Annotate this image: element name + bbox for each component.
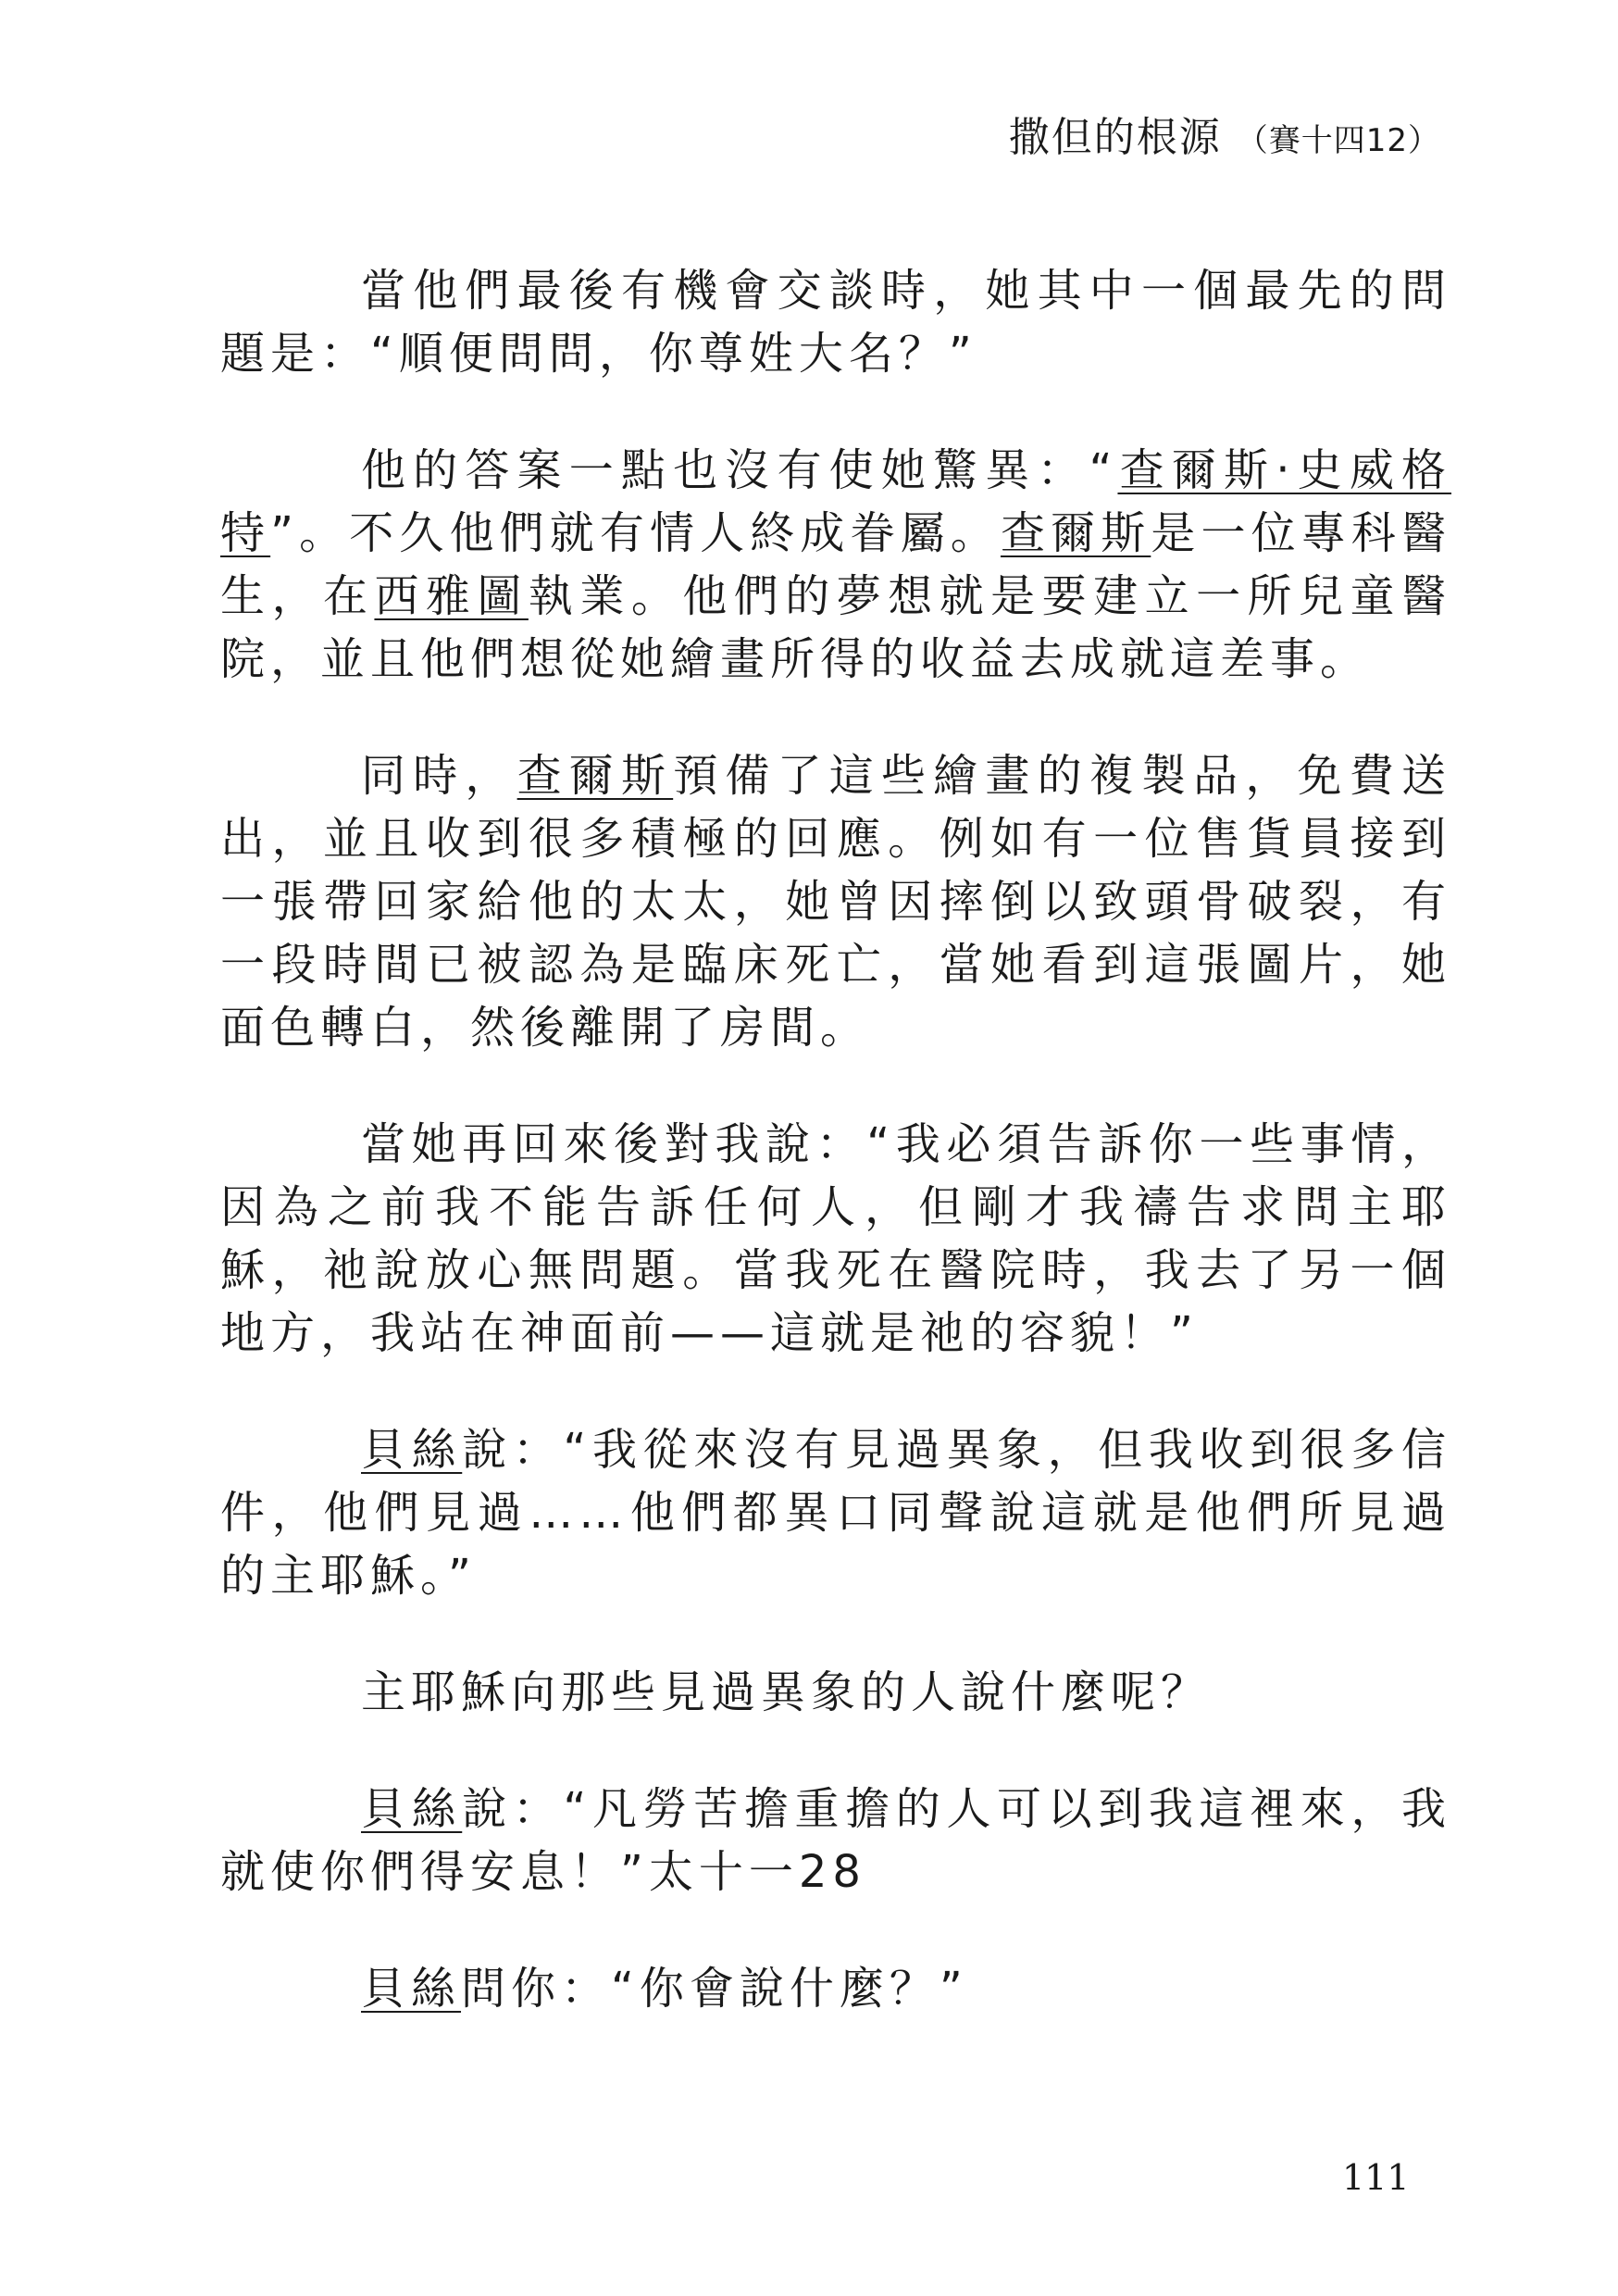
paragraph	[220, 439, 1451, 691]
paragraph	[220, 1778, 1451, 1903]
header-title: 撒但的根源	[1008, 114, 1222, 161]
header-reference: （賽十四12）	[1236, 122, 1440, 159]
paragraph	[220, 744, 1451, 1059]
text-segment: 當她再回來後對我說：“我必須告訴你一些事情，因為之前我不能告訴任何人，但剛才我禱告求問主耶穌，祂說放心無問題。當我死在醫院時，我去了另一個地方，我站在神面前——這就是祂的容貌！”	[220, 1118, 1451, 1359]
running-header	[1009, 104, 1440, 163]
paragraph	[220, 1661, 1451, 1724]
place-name: 西雅圖	[374, 570, 529, 622]
proper-name: 查爾斯‧史威格特	[220, 444, 1451, 559]
proper-name: 貝絲	[361, 1424, 463, 1476]
paragraph	[220, 1418, 1451, 1607]
text-segment: 同時，	[361, 750, 517, 802]
text-segment: 主耶穌向那些見過異象的人說什麼呢？	[361, 1666, 1212, 1718]
text-segment: 是一位專科醫生，在	[220, 507, 1451, 622]
paragraph	[220, 259, 1451, 385]
paragraph	[220, 1113, 1451, 1365]
text-segment: 說：“我從來沒有見過異象，但我收到很多信件，他們見過……他們都異口同聲說這就是他們所見過的主耶穌。”	[220, 1424, 1451, 1602]
body-text	[220, 259, 1451, 2074]
page-number: 111	[1342, 2157, 1410, 2198]
text-segment: 他的答案一點也沒有使她驚異：“	[361, 444, 1118, 496]
proper-name: 貝絲	[361, 1783, 463, 1835]
proper-name: 查爾斯	[1000, 507, 1151, 559]
text-segment: 問你：“你會說什麼？”	[461, 1963, 968, 2015]
text-segment: 預備了這些繪畫的複製品，免費送出，並且收到很多積極的回應。例如有一位售貨員接到一張帶回家給他的太太，她曾因摔倒以致頭骨破裂，有一段時間已被認為是臨床死亡，當她看到這張圖片，她面色轉白，然後離開了房間。	[220, 750, 1451, 1054]
proper-name: 貝絲	[361, 1963, 462, 2015]
proper-name: 查爾斯	[517, 750, 674, 802]
text-segment: ”。不久他們就有情人終成眷屬。	[270, 507, 1001, 559]
text-segment: 說：“凡勞苦擔重擔的人可以到我這裡來，我就使你們得安息！”太十一28	[220, 1783, 1451, 1898]
text-segment: 執業。他們的夢想就是要建立一所兒童醫院，並且他們想從她繪畫所得的收益去成就這差事。	[220, 570, 1451, 685]
text-segment: 當他們最後有機會交談時，她其中一個最先的問題是：“順便問問，你尊姓大名？”	[220, 265, 1451, 380]
paragraph	[220, 1957, 1451, 2020]
